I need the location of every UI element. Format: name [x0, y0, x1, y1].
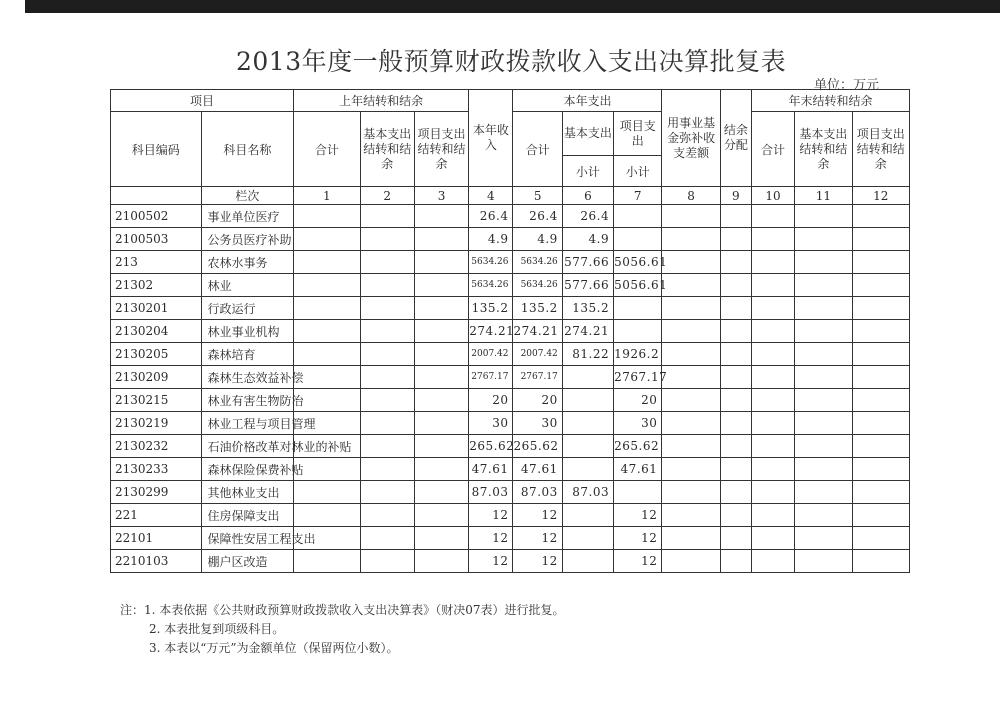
end-basic: [795, 297, 852, 320]
income-value: 5634.26: [469, 274, 513, 297]
surplus-dist-value: [720, 320, 751, 343]
line-no-blank: [111, 187, 202, 205]
prev-total: [294, 205, 360, 228]
income-value: 4.9: [469, 228, 513, 251]
project-subtotal: 265.62: [614, 435, 662, 458]
expense-total: 20: [513, 389, 562, 412]
end-total: [751, 481, 794, 504]
end-total: [751, 527, 794, 550]
end-project: [852, 366, 909, 389]
prev-basic: [360, 527, 414, 550]
income-value: 26.4: [469, 205, 513, 228]
surplus-dist-value: [720, 205, 751, 228]
surplus-dist-value: [720, 297, 751, 320]
expense-total: 12: [513, 550, 562, 573]
project-subtotal: [614, 228, 662, 251]
line-no: 3: [414, 187, 468, 205]
fund-diff-value: [662, 343, 720, 366]
end-basic: [795, 481, 852, 504]
header-year-income: 本年收入: [469, 90, 513, 187]
fund-diff-value: [662, 435, 720, 458]
basic-subtotal: [562, 504, 613, 527]
income-value: 135.2: [469, 297, 513, 320]
basic-subtotal: 87.03: [562, 481, 613, 504]
end-basic: [795, 251, 852, 274]
basic-subtotal: 26.4: [562, 205, 613, 228]
surplus-dist-value: [720, 251, 751, 274]
prev-basic: [360, 481, 414, 504]
header-code: 科目编码: [111, 112, 202, 187]
header-fund-diff: 用事业基金弥补收支差额: [662, 90, 720, 187]
end-project: [852, 343, 909, 366]
subject-name: 森林生态效益补偿: [201, 366, 294, 389]
expense-total: 30: [513, 412, 562, 435]
prev-basic: [360, 389, 414, 412]
line-no-label: 栏次: [201, 187, 294, 205]
prev-project: [414, 343, 468, 366]
subject-name: 森林保险保费补贴: [201, 458, 294, 481]
footnote: 注：1. 本表依据《公共财政预算财政拨款收入支出决算表》（财决07表）进行批复。: [120, 603, 565, 617]
surplus-dist-value: [720, 458, 751, 481]
fund-diff-value: [662, 412, 720, 435]
end-project: [852, 481, 909, 504]
end-project: [852, 228, 909, 251]
table-row: [111, 481, 910, 504]
end-basic: [795, 320, 852, 343]
end-project: [852, 205, 909, 228]
table-row: [111, 389, 910, 412]
prev-basic: [360, 366, 414, 389]
end-total: [751, 228, 794, 251]
basic-subtotal: 81.22: [562, 343, 613, 366]
fund-diff-value: [662, 389, 720, 412]
prev-basic: [360, 274, 414, 297]
project-subtotal: 20: [614, 389, 662, 412]
line-no: 9: [720, 187, 751, 205]
end-basic: [795, 228, 852, 251]
line-no: 8: [662, 187, 720, 205]
subject-code: 2130204: [111, 320, 202, 343]
prev-total: [294, 343, 360, 366]
line-no: 6: [562, 187, 613, 205]
surplus-dist-value: [720, 481, 751, 504]
income-value: 265.62: [469, 435, 513, 458]
subject-name: 事业单位医疗: [201, 205, 294, 228]
prev-basic: [360, 504, 414, 527]
prev-project: [414, 504, 468, 527]
income-value: 87.03: [469, 481, 513, 504]
prev-project: [414, 389, 468, 412]
surplus-dist-value: [720, 435, 751, 458]
subject-name: 农林水事务: [201, 251, 294, 274]
footnote: 3. 本表以“万元”为金额单位（保留两位小数）。: [149, 641, 399, 655]
header-year-expense: 本年支出: [513, 90, 662, 112]
fund-diff-value: [662, 251, 720, 274]
table-row: [111, 366, 910, 389]
table-row: [111, 205, 910, 228]
table-row: [111, 550, 910, 573]
table-row: [111, 320, 910, 343]
end-total: [751, 458, 794, 481]
header-end-project: 项目支出结转和结余: [852, 112, 909, 187]
prev-total: [294, 320, 360, 343]
project-subtotal: 5056.61: [614, 274, 662, 297]
prev-basic: [360, 297, 414, 320]
expense-total: 5634.26: [513, 274, 562, 297]
end-project: [852, 504, 909, 527]
income-value: 5634.26: [469, 251, 513, 274]
end-basic: [795, 550, 852, 573]
prev-project: [414, 297, 468, 320]
prev-project: [414, 481, 468, 504]
prev-project: [414, 366, 468, 389]
end-total: [751, 320, 794, 343]
header-project-subtotal: 小计: [614, 156, 662, 187]
subject-code: 2130299: [111, 481, 202, 504]
subject-name: 棚户区改造: [201, 550, 294, 573]
subject-code: 2130205: [111, 343, 202, 366]
line-no: 10: [751, 187, 794, 205]
header-basic-subtotal: 小计: [562, 156, 613, 187]
income-value: 274.21: [469, 320, 513, 343]
subject-name: 林业事业机构: [201, 320, 294, 343]
basic-subtotal: [562, 366, 613, 389]
header-prev-total: 合计: [294, 112, 360, 187]
project-subtotal: 12: [614, 527, 662, 550]
prev-total: [294, 550, 360, 573]
surplus-dist-value: [720, 366, 751, 389]
fund-diff-value: [662, 481, 720, 504]
prev-total: [294, 251, 360, 274]
subject-name: 林业: [201, 274, 294, 297]
income-value: 47.61: [469, 458, 513, 481]
expense-total: 12: [513, 504, 562, 527]
subject-name: 其他林业支出: [201, 481, 294, 504]
end-basic: [795, 435, 852, 458]
table-row: [111, 435, 910, 458]
table-row: [111, 504, 910, 527]
header-surplus-dist: 结余分配: [720, 90, 751, 187]
income-value: 12: [469, 550, 513, 573]
line-no: 12: [852, 187, 909, 205]
expense-total: 2767.17: [513, 366, 562, 389]
end-basic: [795, 366, 852, 389]
end-basic: [795, 274, 852, 297]
expense-total: 5634.26: [513, 251, 562, 274]
prev-basic: [360, 251, 414, 274]
prev-project: [414, 228, 468, 251]
end-project: [852, 389, 909, 412]
surplus-dist-value: [720, 343, 751, 366]
subject-code: 2130219: [111, 412, 202, 435]
project-subtotal: 5056.61: [614, 251, 662, 274]
end-basic: [795, 527, 852, 550]
table-row: [111, 251, 910, 274]
subject-code: 2130215: [111, 389, 202, 412]
header-prev-project: 项目支出结转和结余: [414, 112, 468, 187]
table-row: [111, 343, 910, 366]
subject-name: 公务员医疗补助: [201, 228, 294, 251]
end-total: [751, 550, 794, 573]
end-basic: [795, 389, 852, 412]
income-value: 12: [469, 527, 513, 550]
end-project: [852, 320, 909, 343]
expense-total: 135.2: [513, 297, 562, 320]
surplus-dist-value: [720, 389, 751, 412]
end-total: [751, 435, 794, 458]
table-row: [111, 527, 910, 550]
end-project: [852, 458, 909, 481]
surplus-dist-value: [720, 274, 751, 297]
basic-subtotal: [562, 412, 613, 435]
end-basic: [795, 343, 852, 366]
project-subtotal: 30: [614, 412, 662, 435]
unit-label: 单位：万元: [814, 78, 880, 93]
surplus-dist-value: [720, 412, 751, 435]
income-value: 2767.17: [469, 366, 513, 389]
subject-code: 2130232: [111, 435, 202, 458]
end-project: [852, 251, 909, 274]
income-value: 2007.42: [469, 343, 513, 366]
end-total: [751, 297, 794, 320]
prev-total: [294, 274, 360, 297]
end-total: [751, 251, 794, 274]
end-project: [852, 527, 909, 550]
subject-name: 保障性安居工程支出: [201, 527, 294, 550]
prev-basic: [360, 205, 414, 228]
scan-top-edge: [25, 0, 1000, 13]
prev-project: [414, 458, 468, 481]
table-row: [111, 274, 910, 297]
expense-total: 4.9: [513, 228, 562, 251]
end-basic: [795, 412, 852, 435]
fund-diff-value: [662, 274, 720, 297]
subject-code: 21302: [111, 274, 202, 297]
prev-basic: [360, 343, 414, 366]
prev-basic: [360, 435, 414, 458]
project-subtotal: [614, 481, 662, 504]
end-total: [751, 412, 794, 435]
end-basic: [795, 205, 852, 228]
prev-project: [414, 412, 468, 435]
end-project: [852, 435, 909, 458]
table-row: [111, 228, 910, 251]
end-project: [852, 550, 909, 573]
line-no: 1: [294, 187, 360, 205]
end-basic: [795, 458, 852, 481]
expense-total: 87.03: [513, 481, 562, 504]
end-total: [751, 389, 794, 412]
prev-project: [414, 435, 468, 458]
prev-total: [294, 228, 360, 251]
income-value: 30: [469, 412, 513, 435]
end-total: [751, 205, 794, 228]
expense-total: 274.21: [513, 320, 562, 343]
header-name: 科目名称: [201, 112, 294, 187]
prev-project: [414, 251, 468, 274]
header-project: 项目: [111, 90, 294, 112]
income-value: 12: [469, 504, 513, 527]
header-end-total: 合计: [751, 112, 794, 187]
prev-total: [294, 504, 360, 527]
subject-code: 221: [111, 504, 202, 527]
basic-subtotal: [562, 435, 613, 458]
prev-project: [414, 527, 468, 550]
project-subtotal: [614, 320, 662, 343]
end-total: [751, 274, 794, 297]
prev-basic: [360, 550, 414, 573]
basic-subtotal: 4.9: [562, 228, 613, 251]
fund-diff-value: [662, 228, 720, 251]
subject-code: 213: [111, 251, 202, 274]
project-subtotal: [614, 205, 662, 228]
header-year-end-carry: 年末结转和结余: [751, 90, 909, 112]
header-end-basic: 基本支出结转和结余: [795, 112, 852, 187]
subject-name: 行政运行: [201, 297, 294, 320]
footnotes: [120, 601, 565, 658]
prev-total: [294, 297, 360, 320]
basic-subtotal: 577.66: [562, 274, 613, 297]
expense-total: 265.62: [513, 435, 562, 458]
prev-project: [414, 320, 468, 343]
basic-subtotal: [562, 458, 613, 481]
prev-project: [414, 274, 468, 297]
prev-total: [294, 481, 360, 504]
subject-name: 林业有害生物防治: [201, 389, 294, 412]
end-total: [751, 366, 794, 389]
end-total: [751, 504, 794, 527]
surplus-dist-value: [720, 504, 751, 527]
subject-code: 2210103: [111, 550, 202, 573]
subject-code: 2130233: [111, 458, 202, 481]
page-title: 2013年度一般预算财政拨款收入支出决算批复表: [236, 47, 787, 76]
prev-basic: [360, 228, 414, 251]
basic-subtotal: 274.21: [562, 320, 613, 343]
prev-basic: [360, 458, 414, 481]
subject-code: 2100502: [111, 205, 202, 228]
basic-subtotal: 135.2: [562, 297, 613, 320]
prev-basic: [360, 412, 414, 435]
fund-diff-value: [662, 366, 720, 389]
table-row: [111, 412, 910, 435]
table-row: [111, 458, 910, 481]
line-no: 4: [469, 187, 513, 205]
project-subtotal: 12: [614, 504, 662, 527]
fund-diff-value: [662, 205, 720, 228]
fund-diff-value: [662, 320, 720, 343]
expense-total: 12: [513, 527, 562, 550]
project-subtotal: [614, 297, 662, 320]
subject-code: 22101: [111, 527, 202, 550]
project-subtotal: 12: [614, 550, 662, 573]
basic-subtotal: 577.66: [562, 251, 613, 274]
income-value: 20: [469, 389, 513, 412]
project-subtotal: 47.61: [614, 458, 662, 481]
fund-diff-value: [662, 458, 720, 481]
subject-name: 石油价格改革对林业的补贴: [201, 435, 294, 458]
subject-name: 林业工程与项目管理: [201, 412, 294, 435]
line-no: 5: [513, 187, 562, 205]
prev-basic: [360, 320, 414, 343]
surplus-dist-value: [720, 527, 751, 550]
prev-project: [414, 550, 468, 573]
basic-subtotal: [562, 550, 613, 573]
subject-name: 住房保障支出: [201, 504, 294, 527]
expense-total: 2007.42: [513, 343, 562, 366]
project-subtotal: 1926.2: [614, 343, 662, 366]
end-total: [751, 343, 794, 366]
subject-code: 2130201: [111, 297, 202, 320]
subject-name: 森林培育: [201, 343, 294, 366]
end-project: [852, 412, 909, 435]
line-no: 7: [614, 187, 662, 205]
surplus-dist-value: [720, 228, 751, 251]
basic-subtotal: [562, 527, 613, 550]
end-project: [852, 274, 909, 297]
fund-diff-value: [662, 527, 720, 550]
header-project-exp: 项目支出: [614, 112, 662, 156]
basic-subtotal: [562, 389, 613, 412]
table-body: [111, 205, 910, 573]
header-prev-basic: 基本支出结转和结余: [360, 112, 414, 187]
project-subtotal: 2767.17: [614, 366, 662, 389]
table-row: [111, 297, 910, 320]
header-prev-carry: 上年结转和结余: [294, 90, 469, 112]
fund-diff-value: [662, 504, 720, 527]
subject-code: 2130209: [111, 366, 202, 389]
header-basic-exp: 基本支出: [562, 112, 613, 156]
footnote: 2. 本表批复到项级科目。: [149, 622, 285, 636]
budget-table: [110, 89, 910, 573]
line-no: 2: [360, 187, 414, 205]
expense-total: 47.61: [513, 458, 562, 481]
end-basic: [795, 504, 852, 527]
surplus-dist-value: [720, 550, 751, 573]
fund-diff-value: [662, 550, 720, 573]
subject-code: 2100503: [111, 228, 202, 251]
line-no: 11: [795, 187, 852, 205]
header-exp-total: 合计: [513, 112, 562, 187]
prev-project: [414, 205, 468, 228]
fund-diff-value: [662, 297, 720, 320]
end-project: [852, 297, 909, 320]
expense-total: 26.4: [513, 205, 562, 228]
